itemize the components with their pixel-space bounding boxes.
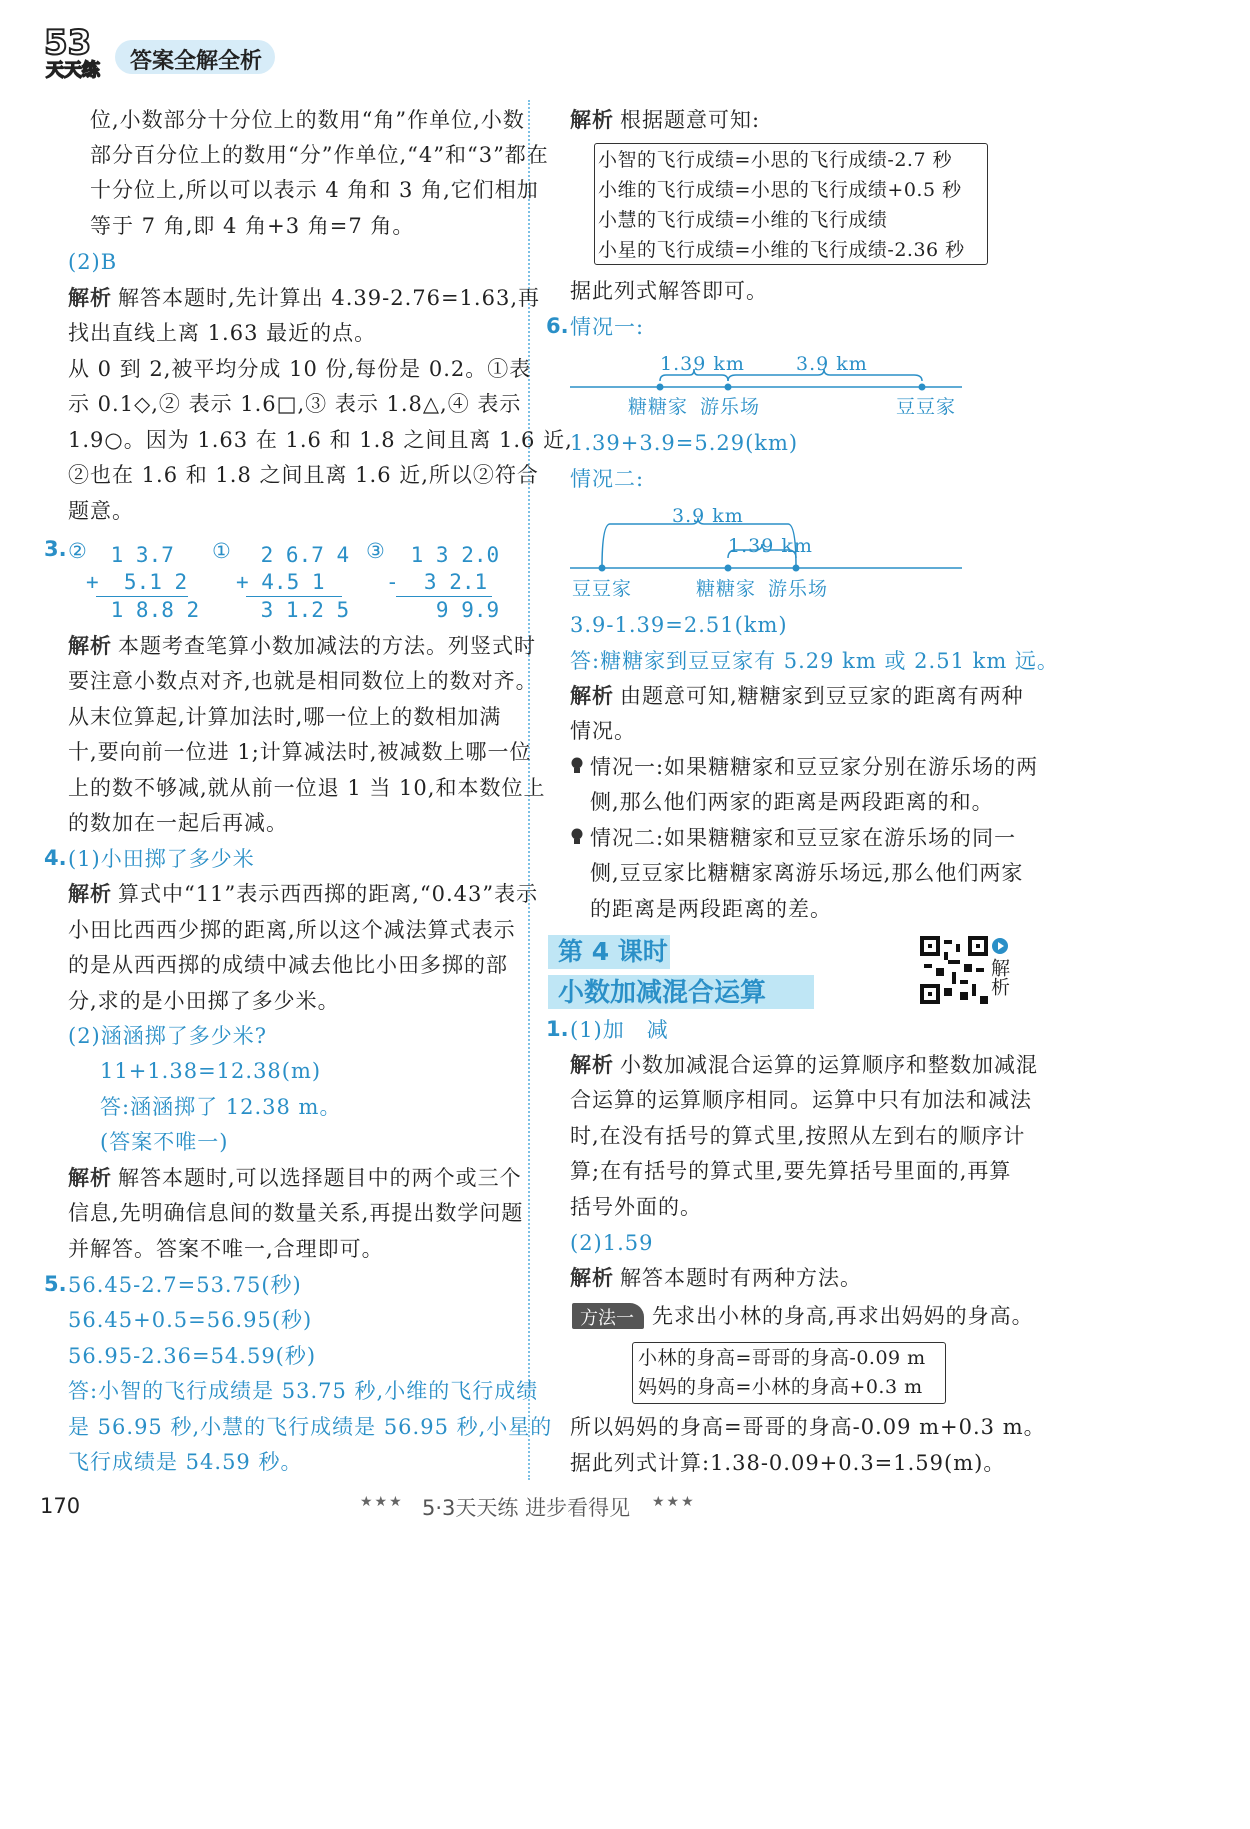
calc-line: 1.39+3.9=5.29(km)	[570, 431, 799, 455]
qr-code-icon	[920, 936, 988, 1004]
calc-mark: ②	[68, 539, 87, 563]
answer-line: 56.95-2.36=54.59(秒)	[68, 1344, 317, 1368]
text-line: 合运算的运算顺序相同。运算中只有加法和减法	[570, 1088, 1032, 1112]
question-number: 1.	[546, 1017, 569, 1041]
place-label: 豆豆家	[896, 396, 957, 418]
calc-row: 1 3.7	[98, 543, 174, 567]
place-label: 豆豆家	[572, 578, 633, 600]
answer-line: 飞行成绩是 54.59 秒。	[68, 1450, 303, 1474]
text-line: 从 0 到 2,被平均分成 10 份,每份是 0.2。①表	[68, 357, 532, 381]
text-line: 并解答。答案不唯一,合理即可。	[68, 1237, 384, 1261]
text-line: 解答本题时有两种方法。	[620, 1266, 862, 1290]
box-line: 小智的飞行成绩=小思的飞行成绩-2.7 秒	[598, 149, 953, 171]
point-doudou-home	[599, 565, 606, 572]
analysis-label: 解析	[570, 684, 614, 708]
analysis-label: 解析	[570, 1266, 614, 1290]
text-line: 算式中“11”表示西西掷的距离,“0.43”表示	[118, 882, 539, 906]
text-line: 示 0.1◇,② 表示 1.6□,③ 表示 1.8△,④ 表示	[68, 392, 522, 416]
text-line: 1.9○。因为 1.63 在 1.6 和 1.8 之间且离 1.6 近,	[68, 428, 573, 452]
point-tangtang-home	[725, 565, 732, 572]
answer-line: 答:涵涵掷了 12.38 m。	[100, 1095, 342, 1119]
text-line: 据此列式解答即可。	[570, 279, 768, 303]
text-line: 等于 7 角,即 4 角+3 角=7 角。	[90, 214, 415, 238]
answer-1-1: (1)加 减	[570, 1018, 669, 1042]
calc-row: 9 9.9	[398, 598, 500, 622]
calc-row: 2 6.7 4	[248, 543, 350, 567]
text-line: 情况一:如果糖糖家和豆豆家分别在游乐场的两	[590, 755, 1039, 779]
text-line: 由题意可知,糖糖家到豆豆家的距离有两种	[620, 684, 1024, 708]
lesson-number: 第 4 课时	[558, 937, 668, 966]
box-line: 小维的飞行成绩=小思的飞行成绩+0.5 秒	[598, 179, 962, 201]
text-line: 位,小数部分十分位上的数用“角”作单位,小数	[90, 108, 525, 132]
bulb-icon	[570, 757, 584, 775]
text-line: 的数加在一起后再减。	[68, 811, 288, 835]
footer-slogan: 5·3天天练 进步看得见	[422, 1496, 631, 1520]
calc-line: 3.9-1.39=2.51(km)	[570, 613, 788, 637]
calc-row: + 4.5 1	[236, 570, 325, 594]
question-number: 4.	[44, 846, 67, 870]
question-number: 5.	[44, 1272, 67, 1296]
text-line: 先求出小林的身高,再求出妈妈的身高。	[652, 1304, 1034, 1328]
text-line: 所以妈妈的身高=哥哥的身高-0.09 m+0.3 m。	[570, 1415, 1046, 1439]
text-line: 情况。	[570, 719, 636, 743]
svg-text:天天练: 天天练	[46, 60, 100, 80]
footer-stars-left: ★★★	[360, 1494, 404, 1510]
case-label: 情况一:	[570, 315, 645, 339]
segment-label: 1.39 km	[728, 535, 813, 557]
answer-line: 答:小智的飞行成绩是 53.75 秒,小维的飞行成绩	[68, 1379, 539, 1403]
text-line: 本题考查笔算小数加减法的方法。列竖式时	[118, 634, 536, 658]
text-line: 根据题意可知:	[620, 108, 761, 132]
answer-2: (2)B	[68, 250, 118, 274]
text-line: ②也在 1.6 和 1.8 之间且离 1.6 近,所以②符合	[68, 463, 539, 487]
play-icon[interactable]	[992, 938, 1008, 954]
text-line: 解答本题时,可以选择题目中的两个或三个	[118, 1166, 522, 1190]
text-line: 要注意小数点对齐,也就是相同数位上的数对齐。	[68, 669, 538, 693]
answer-line: 56.45+0.5=56.95(秒)	[68, 1308, 313, 1332]
case-label: 情况二:	[570, 467, 645, 491]
text-line: 侧,豆豆家比糖糖家离游乐场远,那么他们两家	[590, 861, 1024, 885]
text-line: 题意。	[68, 499, 134, 523]
answer-1-2: (2)1.59	[570, 1231, 654, 1255]
page-number: 170	[40, 1494, 81, 1518]
question-number: 3.	[44, 537, 67, 561]
answer-line: 是 56.95 秒,小慧的飞行成绩是 56.95 秒,小星的	[68, 1415, 553, 1439]
box-line: 小慧的飞行成绩=小维的飞行成绩	[598, 209, 888, 231]
calc-row: 1 8.8 2	[98, 598, 200, 622]
segment-label: 1.39 km	[660, 353, 745, 375]
bulb-icon	[570, 828, 584, 846]
qr-label: 解析	[988, 958, 1010, 996]
text-line: 小数加减混合运算的运算顺序和整数加减混	[620, 1053, 1038, 1077]
text-line: 情况二:如果糖糖家和豆豆家在游乐场的同一	[590, 826, 1017, 850]
answer-line: (答案不唯一)	[100, 1130, 229, 1154]
text-line: 的距离是两段距离的差。	[590, 897, 832, 921]
text-line: 找出直线上离 1.63 最近的点。	[68, 321, 377, 345]
place-label: 糖糖家	[628, 396, 689, 418]
calc-row: + 5.1 2	[86, 570, 188, 594]
text-line: 十分位上,所以可以表示 4 角和 3 角,它们相加	[90, 178, 539, 202]
text-line: 据此列式计算:1.38-0.09+0.3=1.59(m)。	[570, 1451, 1006, 1475]
box-line: 小林的身高=哥哥的身高-0.09 m	[638, 1347, 926, 1369]
segment-label: 3.9 km	[672, 505, 744, 527]
question-number: 6.	[546, 314, 569, 338]
calc-mark: ①	[212, 539, 231, 563]
header-title: 答案全解全析	[130, 49, 263, 74]
svg-text:53: 53	[44, 23, 92, 63]
analysis-label: 解析	[68, 1166, 112, 1190]
calc-row: 3 1.2 5	[248, 598, 350, 622]
place-label: 游乐场	[700, 396, 761, 418]
text-line: 时,在没有括号的算式里,按照从左到右的顺序计	[570, 1124, 1026, 1148]
text-line: 部分百分位上的数用“分”作单位,“4”和“3”都在	[90, 143, 549, 167]
analysis-label: 解析	[68, 882, 112, 906]
footer-stars-right: ★★★	[652, 1494, 696, 1510]
calc-row: - 3 2.1	[386, 570, 488, 594]
text-line: 算;在有括号的算式里,要先算括号里面的,再算	[570, 1159, 1012, 1183]
text-line: 分,求的是小田掷了多少米。	[68, 989, 340, 1013]
text-line: 的是从西西掷的成绩中减去他比小田多掷的部	[68, 953, 508, 977]
answer-4-1: (1)小田掷了多少米	[68, 847, 255, 871]
text-line: 信息,先明确信息间的数量关系,再提出数学问题	[68, 1201, 524, 1225]
logo	[40, 20, 115, 80]
place-label: 游乐场	[768, 578, 829, 600]
answer-6: 答:糖糖家到豆豆家有 5.29 km 或 2.51 km 远。	[570, 649, 1059, 673]
point-playground	[793, 565, 800, 572]
box-line: 妈妈的身高=小林的身高+0.3 m	[638, 1376, 923, 1398]
text-line: 从末位算起,计算加法时,哪一位上的数相加满	[68, 705, 502, 729]
text-line: 括号外面的。	[570, 1195, 702, 1219]
segment-label: 3.9 km	[796, 353, 868, 375]
lesson-title: 小数加减混合运算	[558, 978, 767, 1008]
box-line: 小星的飞行成绩=小维的飞行成绩-2.36 秒	[598, 239, 965, 261]
analysis-label: 解析	[68, 286, 112, 310]
analysis-label: 解析	[570, 1053, 614, 1077]
text-line: 侧,那么他们两家的距离是两段距离的和。	[590, 790, 994, 814]
text-line: 解答本题时,先计算出 4.39-2.76=1.63,再	[118, 286, 540, 310]
point-playground	[725, 384, 732, 391]
answer-line: 11+1.38=12.38(m)	[100, 1059, 322, 1083]
calc-row: 1 3 2.0	[398, 543, 500, 567]
method-tag-label: 方法一	[580, 1308, 634, 1329]
point-tangtang-home	[657, 384, 664, 391]
calc-mark: ③	[366, 539, 385, 563]
answer-4-2: (2)涵涵掷了多少米?	[68, 1024, 268, 1048]
answer-line: 56.45-2.7=53.75(秒)	[68, 1273, 302, 1297]
point-doudou-home	[919, 384, 926, 391]
analysis-label: 解析	[68, 634, 112, 658]
text-line: 上的数不够减,就从前一位退 1 当 10,和本数位上	[68, 776, 546, 800]
text-line: 十,要向前一位进 1;计算减法时,被减数上哪一位	[68, 740, 532, 764]
text-line: 小田比西西少掷的距离,所以这个减法算式表示	[68, 918, 516, 942]
place-label: 糖糖家	[696, 578, 757, 600]
analysis-label: 解析	[570, 108, 614, 132]
